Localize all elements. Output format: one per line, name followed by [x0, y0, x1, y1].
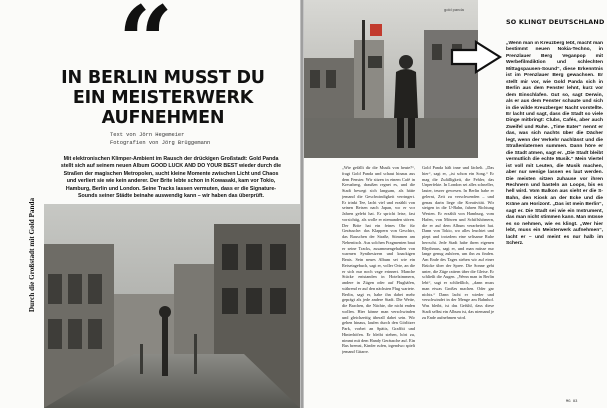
- column-1-text: „Wie gefällt dir die Musik von heute?“, fragt Gold Panda und schaut hinaus aus dem Fenster. Wir sitzen in einem Café in Kreuzberg, draußen regnet es, und die Stadt bewegt sich langsam, als hätte jemand die Geschwindigkeit verringert. Er trinkt Tee, lacht viel und erzählt von seinen Reisen nach Japan, wo er vor Jahren gelebt hat. Er spricht leise, fast vorsichtig, als wolle er niemanden stören. Der Brite hat ein feines Ohr für Geräusche: das Klappern von Geschirr, das Rauschen der Straße, Stimmen am Nebentisch. Aus solchen Fragmenten baut er seine Tracks, zusammengehalten von warmen Synthesizern und knackigen Beats. Sein neues Album sei wie ein Reisetagebuch, sagt er, voller Orte, an die er sich nur noch vage erinnert. Manche Stücke entstanden in Hotelzimmern, andere in Zügen oder auf Flughäfen, während er auf den nächsten Flug wartete. Berlin, sagt er, habe ihn dabei mehr geprägt als jede andere Stadt. Die Weite, die Brachen, die Nächte, die nicht enden wollen. Hier könne man verschwinden und gleichzeitig überall dabei sein. Wir gehen hinaus, laufen durch den Görlitzer Park, vorbei an Spätis, Graffiti und Hinterhöfen. Er bleibt stehen, hört zu, nimmt mit dem Handy Geräusche auf. Ein Bus bremst, Kinder rufen, irgendwo spielt jemand Gitarre.: [342, 165, 415, 354]
- arrow-icon: [450, 40, 502, 74]
- right-page: [304, 0, 607, 408]
- sidebar-box: [506, 41, 603, 399]
- street-photo: [44, 204, 300, 408]
- text-credit: Text von Jörn Hegemeier: [110, 132, 185, 138]
- column-2-text: Gold Panda hält inne und lächelt. „Das hier“, sagt er, „ist schon ein Song.“ Er mag die Zufälligkeit, die Fehler, das Unperfekte. In London sei alles schneller, lauter, teurer gewesen. In Berlin habe er gelernt, Zeit zu verschwenden – und genau darin liege die Kreativität. Wir steigen in die U-Bahn, fahren Richtung Westen. Er erzählt von Hamburg, vom Hafen, von Möwen und Schiffshörnern, die er auf dem Album verarbeitet hat. Dann von Tokio, wo alles leuchtet und piept und trotzdem eine seltsame Ruhe herrscht. Jede Stadt habe ihren eigenen Rhythmus, sagt er, und man müsse nur lange genug zuhören, um ihn zu finden. Am Ende des Tages stehen wir auf einer Brücke über der Spree. Die Sonne geht unter, die Züge rattern über die Gleise. Er schließt die Augen. „Wenn man in Berlin lebt“, sagt er schließlich, „dann muss man etwas Großes machen. Oder gar nichts.“ Dann lacht er wieder und verschwindet in der Menge am Bahnhof. Was bleibt, ist das Gefühl, dass diese Stadt selbst ein Album ist, das niemand je zu Ende aufnehmen wird.: [422, 165, 494, 320]
- article-column-2: [422, 165, 494, 397]
- spine-text: Durch die Großstadt mit Gold Panda: [28, 197, 36, 313]
- credits: [110, 132, 210, 147]
- portrait-image: [304, 0, 478, 158]
- sidebar-title: SO KLINGT DEUTSCHLAND: [506, 18, 605, 26]
- right-arrow-icon: [450, 40, 502, 74]
- article-headline: IN BERLIN MUSST DU EIN MEISTERWERK AUFNEHMEN: [61, 68, 265, 128]
- street-scene-image: [44, 204, 300, 408]
- intro-paragraph: Mit elektronischen Klimper-Ambient im Rausch der drückigen Großstadt: Gold Panda stellt sich auf seinem neuen Album GOOD LUCK AND DO YOUR BEST wieder durch die Straßen der magischen Metropolen, sucht kleine Momente zwischen Licht und Chaos und verliert sie wie kein anderer. Der Brite lebte schon in Kowasaki, kam vor Tokio, Hamburg, Berlin und London. Seine Tracks lassen vermuten, dass er die Signature-Sounds seiner Städte beinahe auswendig kann – wir haben das überprüft.: [60, 156, 282, 200]
- photo-credit: Fotografien von Jörg Brüggemann: [110, 139, 211, 146]
- article-column-1: [342, 165, 415, 397]
- portrait-photo: [304, 0, 478, 158]
- left-page: [0, 0, 300, 408]
- page-number: MG 83: [566, 400, 578, 404]
- spine-label: [27, 150, 37, 360]
- sidebar-body: „Wenn man in Kreuzberg lebt, macht man bestimmt neuen Nokia-Techno, in Prenzlauer Berg Veganpop mit Werbefilmdiktion und schlechten Mittagspausen-Sound“, diese Erkenntnis ist im Prenzlauer Berg gewachsen. Er stellt mir vor, wie Gold Panda sich in Berlin aus dem Fenster lehnt, kurz vor dem Einschlafen. Gut so, sagt Derwin, als er aus dem Fenster schaute und sich in die wilde Kreuzberger Nacht vorstellte. Er lacht und sagt, dass die Stadt so viele Dinge mitbringt: Clubs, Cafés, aber auch Zweifel und Ruhe. „Time Eater“ nennt er das, was sich nachts über die Dächer legt, wenn der Verkehr nachlässt und die Straßenlaternen summen. Dann höre er die Stadt atmen, sagt er. „Die Stadt bleibt vermutlich die echte Musik.“ Mein Viertel ist voll mit Leuten, die Musik machen, aber nur wenige lassen es laut werden. Die meisten sitzen zuhause vor ihren Rechnern und basteln an Loops, bis es hell wird. Vom Balkon aus sieht er die S-Bahn, den Kiosk an der Ecke und die Kräne am Horizont. „Das ist mein Berlin“, sagt er. Die Stadt sei wie ein Instrument, das man nicht stimmen kann. Man müsse es so nehmen, wie es klingt. „Wer hier lebt, muss ein Meisterwerk aufnehmen“, lacht er – und meint es nur halb im Scherz.: [506, 41, 603, 247]
- quote-mark: “: [118, 0, 174, 98]
- photo-caption: gold panda: [444, 7, 464, 12]
